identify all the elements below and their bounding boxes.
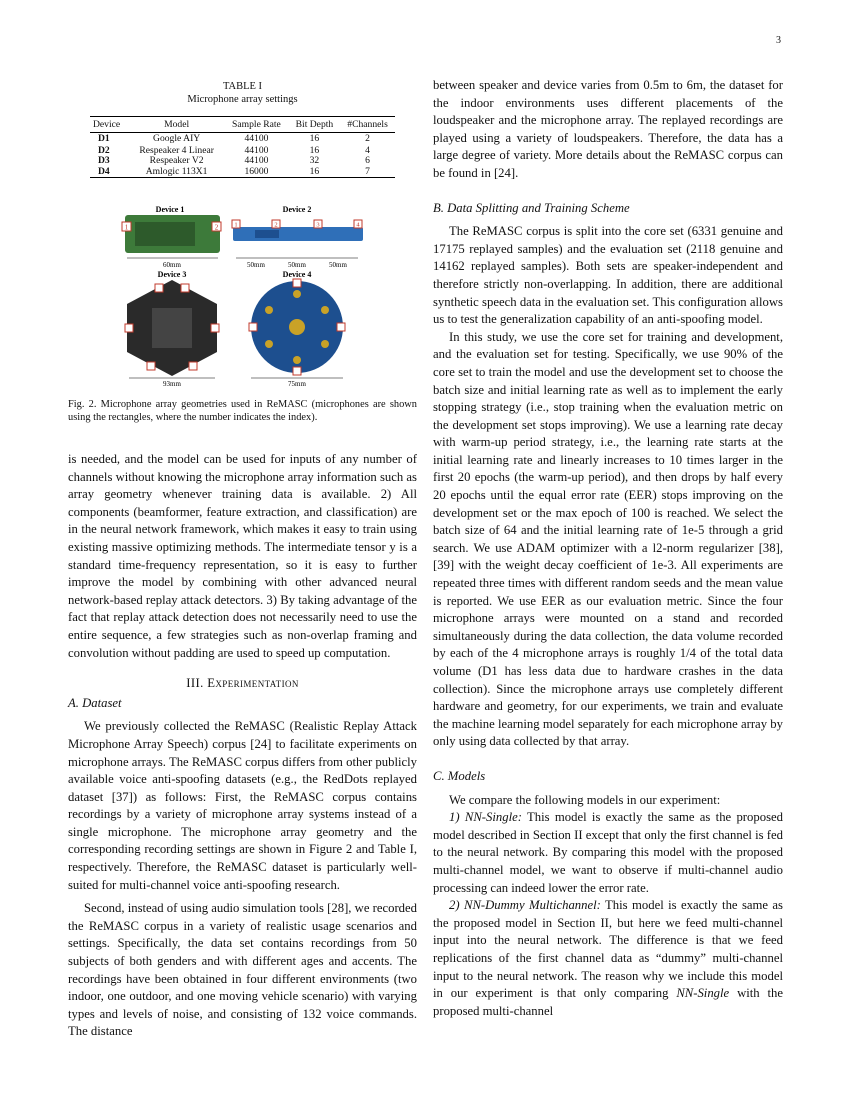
device3-dimension: 93mm <box>163 380 181 388</box>
device4-dimension: 75mm <box>288 380 306 388</box>
microphone-array-figure <box>115 200 365 390</box>
device3-chip <box>152 308 192 348</box>
paragraph: We previously collected the ReMASC (Realistic Replay Attack Microphone Array Speech) corpus [24] to facilitate experiments on microphone arrays. The ReMASC corpus differs from other publicly available voice anti-spoofing datasets (e.g., the RedDots replayed dataset [37]) as follows: First, the ReMASC corpus contains recordings by a variety of microphone array systems instead of a single microphone. The microphone array geometry and the corresponding recording settings are shown in Figure 2 and Table I, respectively. Therefore, the ReMASC dataset is particularly well-suited for multi-channel voice anti-spoofing research. <box>68 719 417 892</box>
table-header: Device <box>90 117 129 133</box>
mic-icon <box>189 362 197 370</box>
mic-index: 2 <box>214 223 219 232</box>
model-name: NN-Single <box>676 986 730 1001</box>
mic-icon <box>181 284 189 292</box>
paragraph: We compare the following models in our experiment: <box>449 792 721 807</box>
table-cell: Google AIY <box>153 132 201 144</box>
paragraph: Second, instead of using audio simulation tools [28], we recorded the ReMASC corpus in a variety of realistic usage scenarios and settings. Specifically, the data set contains recordings from 50 subjects of both genders and with different ages and accents. The recordings have been obtained in four different environments (two indoor, one outdoor, and one moving vehicle scenario) with varying types and levels of noise, and consisting of 132 voice commands. The distance <box>68 901 417 1039</box>
subsection-heading: C. Models <box>433 768 486 783</box>
table-row <box>90 167 395 178</box>
table-cell: 16 <box>289 167 340 178</box>
table-cell: 44100 <box>244 144 269 156</box>
mic-icon <box>155 284 163 292</box>
table-cell: D3 <box>98 155 110 167</box>
table-header: #Channels <box>340 117 395 133</box>
device1-dimension: 60mm <box>163 261 181 269</box>
device2-dimension: 50mm <box>329 261 347 269</box>
section-heading: III. Experimentation <box>186 676 299 691</box>
table-cell: 44100 <box>244 155 269 167</box>
device4-label: Device 4 <box>282 270 312 279</box>
table-cell: Amlogic 113X1 <box>129 167 224 178</box>
table-title: TABLE I <box>222 81 263 92</box>
device2-label: Device 2 <box>282 205 312 214</box>
left-column <box>68 451 417 1041</box>
table-cell: 16 <box>309 144 320 156</box>
mic-index: 3 <box>316 221 320 229</box>
paragraph: In this study, we use the core set for training and development, and the evaluation set for testing. Specifically, we use 90% of the core set to train the model and use the development set to choose the batch size and initial learning rate as well as to implement the early stopping strategy (i.e., stop training when the evaluation metric on the development set stops improving). We use a learning rate decay with warm-up period strategy, i.e., the learning rate starts at the initial learning rate and linearly increases to 10 times larger in the first 20 epochs (the warm-up period), and then drops by half every 20 epochs until the equal error rate (EER) stops improving on the development set or the max epoch of 100 is reached. We select the batch size of 64 and the initial learning rate of 1e-5 through a grid search. We use ADAM optimizer with a l2-norm regularizer [38], [39] with the weight decay coefficient of 1e-3. All experiments are repeated three times with different random seeds and the mean value is reported. We use EER as our evaluation metric. Since the four microphone arrays were mounted on a stand and recorded simultaneously during the data collection, the data volume recorded by each of the 4 microphone arrays is roughly 1/4 of the total data volume (D1 has less data due to hardware crashes in the data collection). Since the microphone arrays use completely different hardware and geometry, for our experiments, we train and evaluate the machine learning model separately for each microphone array by only using data collected by that array. <box>433 329 783 749</box>
table-cell: 6 <box>365 155 370 167</box>
device4-led <box>321 306 329 314</box>
mic-icon <box>147 362 155 370</box>
mic-index: 1 <box>234 221 238 229</box>
device1-label: Device 1 <box>155 205 185 214</box>
table-header: Sample Rate <box>224 117 289 133</box>
paragraph <box>433 809 783 897</box>
device4-led <box>293 356 301 364</box>
right-column <box>433 77 783 1020</box>
device2-board <box>233 227 363 241</box>
subsection-heading: A. Dataset <box>68 695 122 710</box>
paragraph: The ReMASC corpus is split into the core set (6331 genuine and 17175 replayed samples) and the evaluation set (2118 genuine and 14162 replayed samples). Both sets are speaker-independent and therefore strictly non-overlapping. In addition, there are additional synthetic speech data in the evaluation set. This configuration allows us to test the generalization capability of an anti-spoofing model. <box>433 224 783 327</box>
table-row <box>90 146 395 157</box>
mic-index: 2 <box>274 221 278 229</box>
mic-index: 4 <box>356 221 360 229</box>
device-table <box>90 116 395 178</box>
mic-icon <box>249 323 257 331</box>
table-header: Bit Depth <box>289 117 340 133</box>
device4-led <box>265 306 273 314</box>
model-text: with the proposed multi-channel <box>433 986 784 1018</box>
device2-dimension: 50mm <box>247 261 265 269</box>
page-number: 3 <box>776 35 781 46</box>
table-cell: 4 <box>365 144 370 156</box>
table-cell: 16 <box>309 132 320 144</box>
device2-chip <box>255 230 279 238</box>
table-cell: 16000 <box>224 167 289 178</box>
device1-chip <box>135 222 195 246</box>
table-cell: Respeaker V2 <box>149 155 204 167</box>
device4-led <box>265 340 273 348</box>
table-header: Model <box>129 117 224 133</box>
model-text: This model is exactly the same as the proposed model in Section II, but here we feed multi-channel input into the neural network. The difference is that we feed replications of the first channel data as “dummy” multi-channel input to the neural network. The reason why we include this model in our experiment is that only comparing <box>433 898 783 1001</box>
table-header-row <box>90 117 395 133</box>
device3-label: Device 3 <box>157 270 187 279</box>
table-cell: 7 <box>340 167 395 178</box>
paragraph: between speaker and device varies from 0.5m to 6m, the dataset for the indoor environments uses different placements of the loudspeaker and the microphone array. The replayed recordings are played using a variety of loudspeakers. Therefore, the data has a large degree of variety. More details about the ReMASC corpus can be found in [24]. <box>433 78 783 180</box>
table-cell: D4 <box>90 167 129 178</box>
table-row <box>90 156 395 167</box>
mic-icon <box>211 324 219 332</box>
table-caption: Microphone array settings <box>187 94 298 105</box>
model-text: This model is exactly the same as the proposed model described in Section II except that only the first channel is fed to the neural network. By comparing this model with the proposed multi-channel model, we want to observe if multi-channel audio processing can indeed lower the error rate. <box>433 810 783 895</box>
paragraph: is needed, and the model can be used for inputs of any number of channels without knowing the microphone array information such as array geometry whenever training data is available. 2) All components (beamformer, feature extraction, and classification) are in the neural network framework, which makes it easy to train using existing massive optimizing methods. The intermediate tensor y is a standard time-frequency representation, so it is easy to further improve the model by combining with other advanced neural network-based replay attack detectors. 3) By taking advantage of the fact that replay attack detection does not necessarily need to use the entire sequence, a few strategies such as non-overlap framing and convolution without padding are used to speed up computation. <box>68 452 417 660</box>
table-row <box>90 133 395 146</box>
table-cell: 32 <box>309 155 320 167</box>
device4-led <box>321 340 329 348</box>
subsection-heading: B. Data Splitting and Training Scheme <box>433 200 630 215</box>
mic-icon <box>125 324 133 332</box>
device4-center-led <box>289 319 305 335</box>
model-heading: 1) NN-Single: <box>449 810 522 825</box>
table-cell: Respeaker 4 Linear <box>139 144 214 156</box>
mic-icon <box>293 279 301 287</box>
mic-icon <box>337 323 345 331</box>
table-cell: D1 <box>98 132 110 144</box>
model-heading: 2) NN-Dummy Multichannel: <box>449 898 601 913</box>
figure-caption: Fig. 2. Microphone array geometries used in ReMASC (microphones are shown using the rectangles, where the number indicates the index). <box>68 399 417 424</box>
table-cell: D2 <box>98 144 110 156</box>
paragraph <box>433 897 783 1020</box>
device4-led <box>293 290 301 298</box>
mic-icon <box>293 367 301 375</box>
mic-index: 1 <box>124 223 129 232</box>
table-cell: 2 <box>365 132 370 144</box>
table-cell: 44100 <box>244 132 269 144</box>
device2-dimension: 50mm <box>288 261 306 269</box>
